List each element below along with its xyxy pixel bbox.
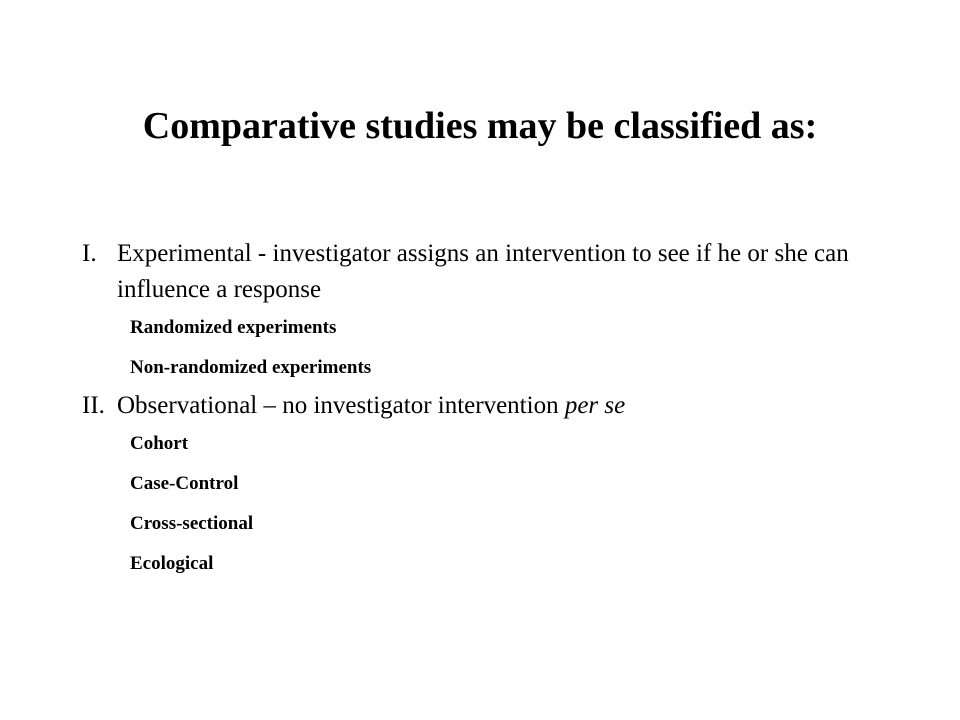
- slide-title: Comparative studies may be classified as:: [142, 105, 818, 147]
- experimental-list: [82, 308, 872, 388]
- section-number: I.: [82, 240, 97, 267]
- section-number: II.: [82, 392, 105, 419]
- list-item: Randomized experiments: [130, 317, 337, 338]
- list-item: Cohort: [130, 433, 189, 454]
- observational-list: [82, 424, 872, 584]
- list-item: Non-randomized experiments: [130, 357, 372, 378]
- section-text: Observational – no investigator intervention: [117, 392, 559, 419]
- list-item: Ecological: [130, 553, 214, 574]
- list-item: Case-Control: [130, 473, 239, 494]
- section-observational: [82, 388, 872, 424]
- section-text-italic: per se: [564, 392, 626, 419]
- section-experimental: [82, 236, 872, 308]
- list-item: Cross-sectional: [130, 513, 254, 534]
- section-text: Experimental - investigator assigns an intervention to see if he or she can influence a response: [117, 240, 849, 303]
- slide-body: [82, 236, 872, 584]
